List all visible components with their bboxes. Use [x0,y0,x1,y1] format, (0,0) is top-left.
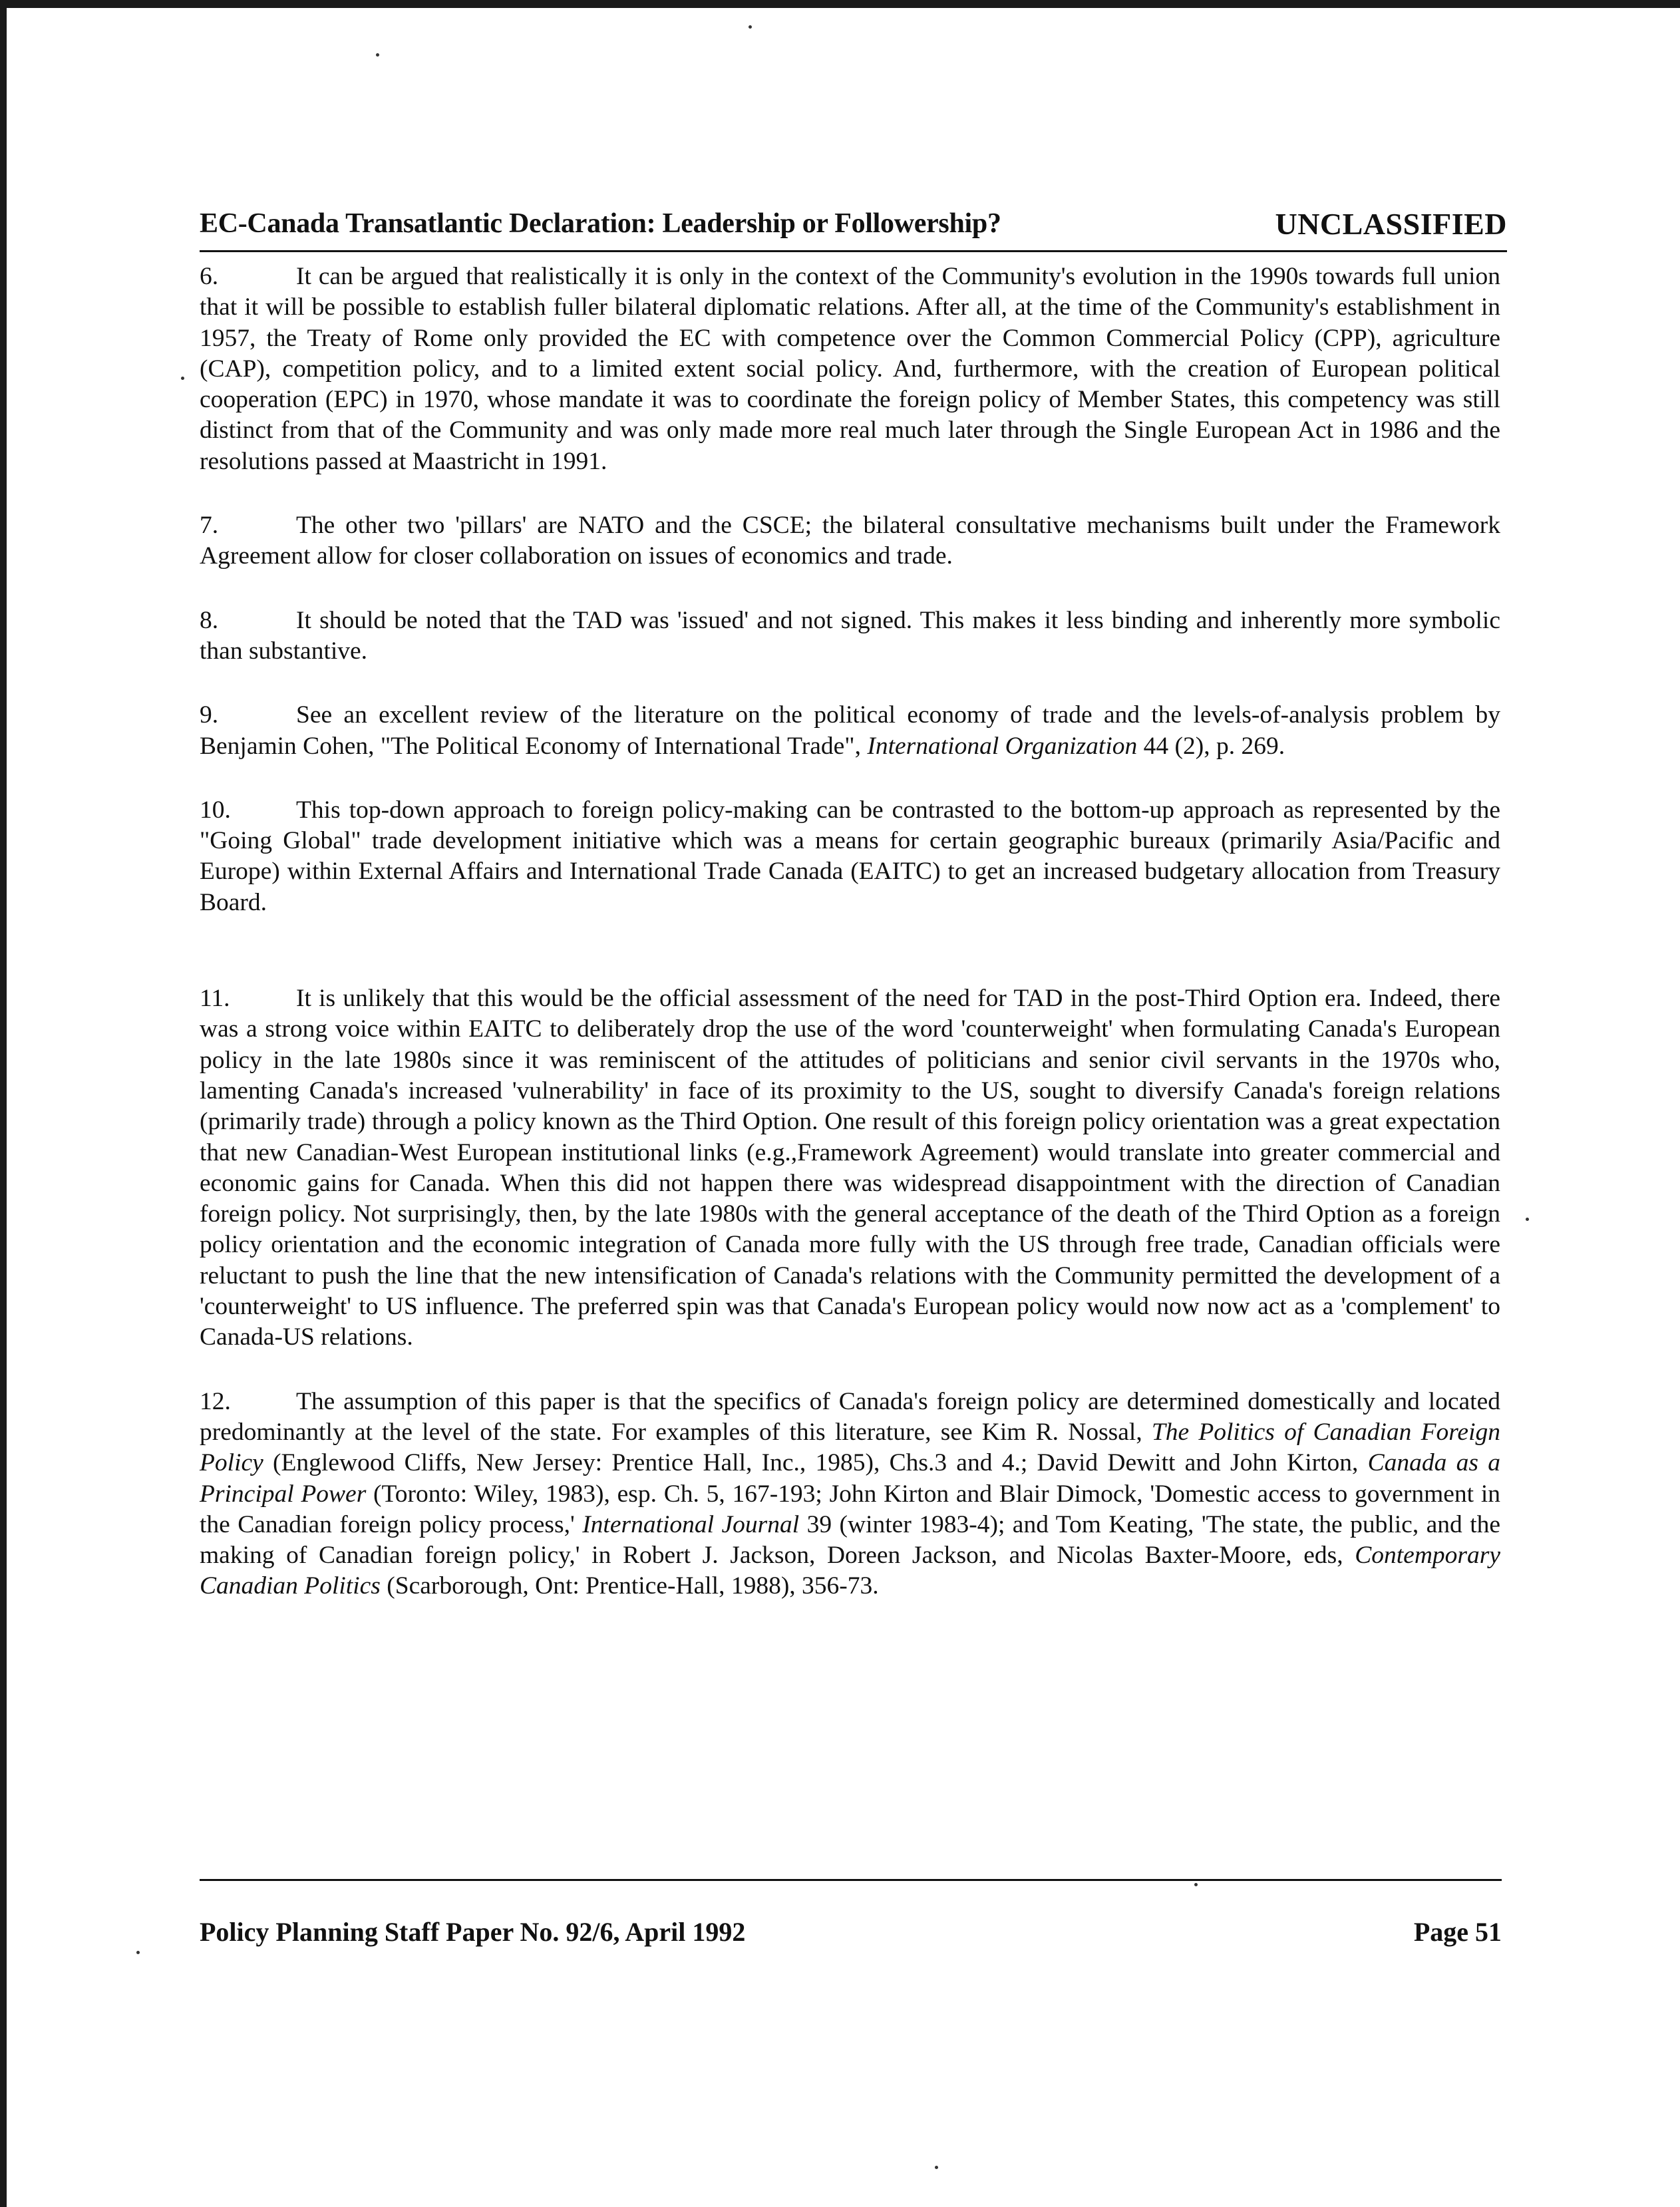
scan-speck [935,2166,938,2169]
endnote [200,1387,1500,1602]
journal-title: International Organization [867,732,1138,760]
scan-speck [376,53,379,57]
footer-rule [200,1879,1502,1881]
endnote-number: 9. [200,701,219,729]
endnote-number: 11. [200,985,230,1013]
scan-speck [1194,1883,1198,1886]
endnote [200,983,1500,1353]
endnote-text: (Englewood Cliffs, New Jersey: Prentice Hall, Inc., 1985), Chs.3 and 4.; David Dewitt and John Kirton, [263,1449,1368,1477]
endnote-text: The other two 'pillars' are NATO and the CSCE; the bilateral consultative mechanisms built under the Framework Agreement allow for closer collaboration on issues of economics and trade. [200,512,1500,570]
endnote [200,700,1500,762]
endnote [200,261,1500,477]
classification-label: UNCLASSIFIED [1275,207,1507,241]
page-number: Page 51 [1413,1917,1502,1947]
endnote-number: 6. [200,263,219,290]
endnote-number: 10. [200,796,231,824]
endnote-number: 12. [200,1387,231,1415]
scan-speck [136,1951,140,1954]
endnote-text: This top-down approach to foreign policy-making can be contrasted to the bottom-up approach as represented by the "Going Global" trade development initiative which was a means for certain geographic bureaux (primarily Asia/Pacific and Europe) within External Affairs and International Trade Canada (EAITC) to get an increased budgetary allocation from Treasury Board. [200,796,1500,916]
scan-speck [181,377,184,380]
book-title: Canada as a Principal Power [200,1449,1500,1508]
header-rule [200,250,1507,252]
page-header [200,200,1507,246]
book-title: Contemporary Canadian Politics [200,1542,1500,1600]
scan-speck [1526,1218,1529,1221]
endnote-number: 8. [200,606,219,634]
journal-title: International Journal [582,1510,800,1538]
endnote-text: (Toronto: Wiley, 1983), esp. Ch. 5, 167-193; John Kirton and Blair Dimock, 'Domestic access to government in the Canadian foreign policy process,' [200,1480,1500,1538]
endnote-number: 7. [200,512,219,540]
scan-border-top [0,0,1680,8]
endnote-text: The assumption of this paper is that the specifics of Canada's foreign policy are determined domestically and located predominantly at the level of the state. For examples of this literature, see Kim R. Nossal, [200,1387,1500,1446]
endnote-text: It can be argued that realistically it is only in the context of the Community's evolution in the 1990s towards full union that it will be possible to establish fuller bilateral diplomatic relations. After all, at the time of the Community's establishment in 1957, the Treaty of Rome only provided the EC with competence over the Common Commercial Policy (CPP), agriculture (CAP), competition policy, and to a limited extent social policy. And, furthermore, with the creation of European political cooperation (EPC) in 1970, whose mandate it was to coordinate the foreign policy of Member States, this competency was still distinct from that of the Community and was only made more real much later through the Single European Act in 1986 and the resolutions passed at Maastricht in 1991. [200,263,1500,475]
endnote-text: 44 (2), p. 269. [1137,732,1285,760]
paper-citation: Policy Planning Staff Paper No. 92/6, April 1992 [200,1917,746,1947]
endnote-text: 39 (winter 1983-4); and Tom Keating, 'The state, the public, and the making of Canadian foreign policy,' in Robert J. Jackson, Doreen Jackson, and Nicolas Baxter-Moore, eds, [200,1510,1501,1570]
book-title: The Politics of Canadian Foreign Policy [200,1418,1500,1477]
endnote [200,510,1500,572]
endnote [200,795,1500,918]
endnote-text: (Scarborough, Ont: Prentice-Hall, 1988), 356-73. [380,1572,879,1600]
scan-border-left [0,0,7,2207]
document-page [200,200,1507,1635]
endnotes-list [200,261,1500,1602]
document-title: EC-Canada Transatlantic Declaration: Leadership or Followership? [200,208,1001,239]
endnote-text: It is unlikely that this would be the official assessment of the need for TAD in the post-Third Option era. Indeed, there was a strong voice within EAITC to deliberately drop the use of the word 'counterweight' when formulating Canada's European policy in the late 1980s since it was reminiscent of the attitudes of politicians and senior civil servants in the 1970s who, lamenting Canada's increased 'vulnerability' in face of its proximity to the US, sought to diversify Canada's foreign relations (primarily trade) through a policy known as the Third Option. One result of this foreign policy orientation was a great expectation that new Canadian-West European institutional links (e.g.,Framework Agreement) would translate into greater commercial and economic gains for Canada. When this did not happen there was widespread disappointment with the direction of Canadian foreign policy. Not surprisingly, then, by the late 1980s with the general acceptance of the death of the Third Option as a foreign policy orientation and the economic integration of Canada more fully with the US through free trade, Canadian officials were reluctant to push the line that the new intensification of Canada's relations with the Community permitted the development of a 'counterweight' to US influence. The preferred spin was that Canada's European policy would now now act as a 'complement' to Canada-US relations. [200,985,1500,1351]
endnote-text: It should be noted that the TAD was 'issued' and not signed. This makes it less binding and inherently more symbolic than substantive. [200,606,1500,665]
scan-speck [749,25,752,29]
endnote-text: See an excellent review of the literature on the political economy of trade and the levels-of-analysis problem by Benjamin Cohen, "The Political Economy of International Trade", [200,701,1500,760]
endnote [200,605,1500,667]
